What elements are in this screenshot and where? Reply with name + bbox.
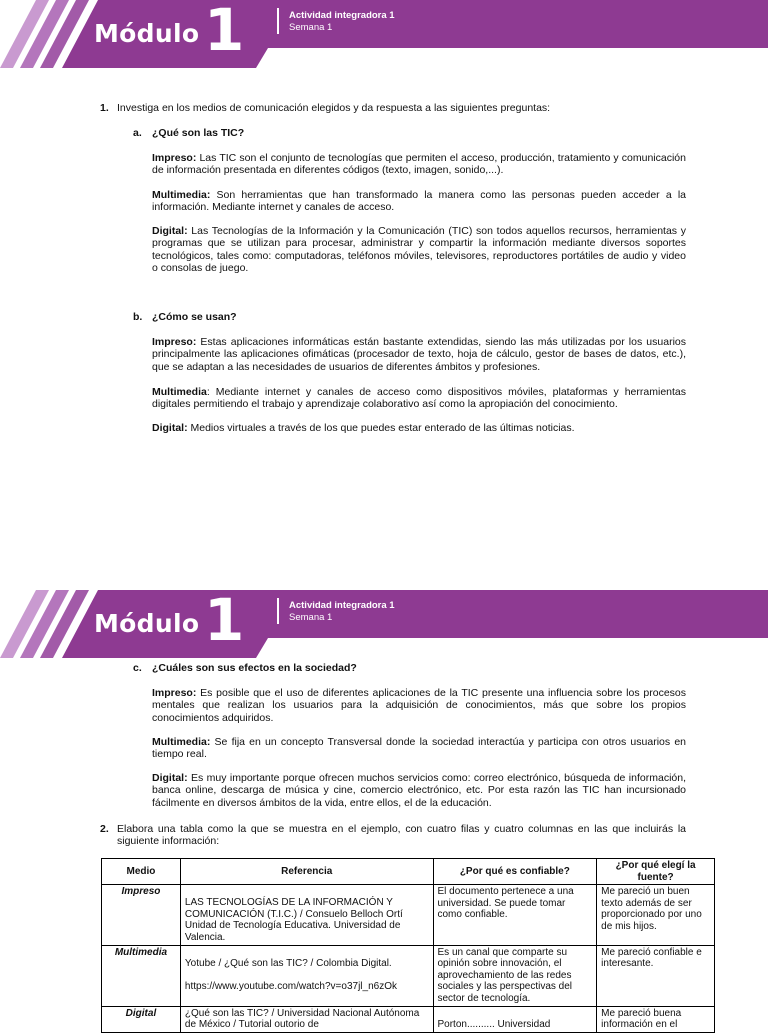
header-divider-2 [277, 598, 279, 624]
cell-medio: Multimedia [102, 945, 181, 1006]
item-1-number: 1. [100, 102, 109, 114]
section-c-multimedia: Multimedia: Se fija en un concepto Transversal donde la sociedad interactúa y participa con otros usuarios en tiempo real. [152, 736, 686, 761]
document-page-2 [0, 586, 768, 1031]
module-header-banner-2 [0, 586, 768, 658]
cell-referencia: LAS TECNOLOGÍAS DE LA INFORMACIÓN Y COMUNICACIÓN (T.I.C.) / Consuelo Belloch Ortí Unidad de Tecnología Educativa. Universidad de Valencia. [180, 885, 433, 945]
table-row [102, 1006, 715, 1032]
cell-referencia: ¿Qué son las TIC? / Universidad Nacional Autónoma de México / Tutorial outorio de [180, 1006, 433, 1032]
section-b-impreso: Impreso: Estas aplicaciones informáticas están bastante extendidas, siendo las más utilizadas por los usuarios principalmente las aplicaciones ofimáticas (procesador de texto, hoja de cálculo, gestor de bases de datos, etc.), que se adaptan a las necesidades de usuarios de diferentes ámbitos y profesiones. [152, 336, 686, 373]
module-number-2: 1 [204, 586, 245, 654]
activity-week: Semana 1 [289, 22, 333, 33]
section-c-digital: Digital: Es muy importante porque ofrecen muchos servicios como: correo electrónico, búsqueda de información, banca online, descarga de música y cine, comercio electrónico, etc. Por esta razón las TIC han incursionado fácilmente en diversos ámbitos de la vida, entre ellos, el de la educación. [152, 772, 686, 809]
header-eleccion: ¿Por qué elegí la fuente? [597, 859, 715, 885]
referencia-url: https://www.youtube.com/watch?v=o37jl_n6zOk [184, 981, 397, 993]
activity-title-2: Actividad integradora 1 [289, 600, 395, 611]
module-number: 1 [204, 0, 245, 64]
section-a-letter: a. [133, 127, 142, 139]
header-referencia: Referencia [180, 859, 433, 885]
cell-eleccion: Me pareció un buen texto además de ser proporcionado por uno de mis hijos. [597, 885, 715, 945]
item-2-number: 2. [100, 823, 109, 835]
referencia-text: Yotube / ¿Qué son las TIC? / Colombia Digital. [184, 957, 392, 969]
section-b-question: ¿Cómo se usan? [152, 311, 237, 323]
activity-title: Actividad integradora 1 [289, 10, 395, 21]
item-1-text: Investiga en los medios de comunicación elegidos y da respuesta a las siguientes preguntas: [117, 102, 551, 114]
header-divider [277, 8, 279, 34]
item-2-text: Elabora una tabla como la que se muestra en el ejemplo, con cuatro filas y cuatro columnas en las que incluirás la siguiente información: [117, 823, 686, 848]
section-a-digital: Digital: Las Tecnologías de la Información y la Comunicación (TIC) son todos aquellos recursos, herramientas y programas que se utilizan para procesar, administrar y compartir la información mediante diversos soportes tecnológicos, tales como: computadoras, teléfonos móviles, televisores, reproductores portátiles de audio y video o consolas de juego. [152, 225, 686, 275]
module-word-2: Módulo [94, 609, 200, 638]
section-a-question: ¿Qué son las TIC? [152, 127, 245, 139]
activity-week-2: Semana 1 [289, 612, 333, 623]
section-b-letter: b. [133, 311, 143, 323]
table-row [102, 945, 715, 1006]
section-c-impreso: Impreso: Es posible que el uso de diferentes aplicaciones de la TIC presente una influencia sobre los procesos mentales que realizan los usuarios para la adquisición de conocimientos, más que sobre los propios conocimientos adquiridos. [152, 687, 686, 724]
section-a-impreso: Impreso: Las TIC son el conjunto de tecnologías que permiten el acceso, producción, tratamiento y comunicación de información presentada en diferentes códigos (texto, imagen, sonido,...). [152, 152, 686, 177]
table-header-row [102, 859, 715, 885]
section-a-multimedia: Multimedia: Son herramientas que han transformado la manera como las personas pueden acceder a la información. Mediante internet y canales de acceso. [152, 189, 686, 214]
cell-eleccion: Me pareció confiable e interesante. [597, 945, 715, 1006]
section-c-letter: c. [133, 662, 142, 674]
cell-confiable: Porton.......... Universidad [433, 1006, 597, 1032]
section-c-question: ¿Cuáles son sus efectos en la sociedad? [152, 662, 357, 674]
sources-table [101, 858, 715, 1033]
table-row [102, 885, 715, 945]
module-header-banner [0, 0, 768, 68]
cell-confiable: Es un canal que comparte su opinión sobre innovación, el aprovechamiento de las redes sociales y las perspectivas del sector de tecnología. [433, 945, 597, 1006]
section-b-digital: Digital: Medios virtuales a través de los que puedes estar enterado de las últimas noticias. [152, 422, 575, 434]
header-medio: Medio [102, 859, 181, 885]
header-confiable: ¿Por qué es confiable? [433, 859, 597, 885]
section-b-multimedia: Multimedia: Mediante internet y canales de acceso como dispositivos móviles, plataformas y herramientas digitales permitiendo el trabajo y aprendizaje colaborativo así como la apropiación del conocimiento. [152, 386, 686, 411]
module-word: Módulo [94, 19, 200, 48]
cell-medio: Impreso [102, 885, 181, 945]
cell-medio: Digital [102, 1006, 181, 1032]
cell-referencia [180, 945, 433, 1006]
cell-confiable: El documento pertenece a una universidad. Se puede tomar como confiable. [433, 885, 597, 945]
cell-eleccion: Me pareció buena información en el [597, 1006, 715, 1032]
